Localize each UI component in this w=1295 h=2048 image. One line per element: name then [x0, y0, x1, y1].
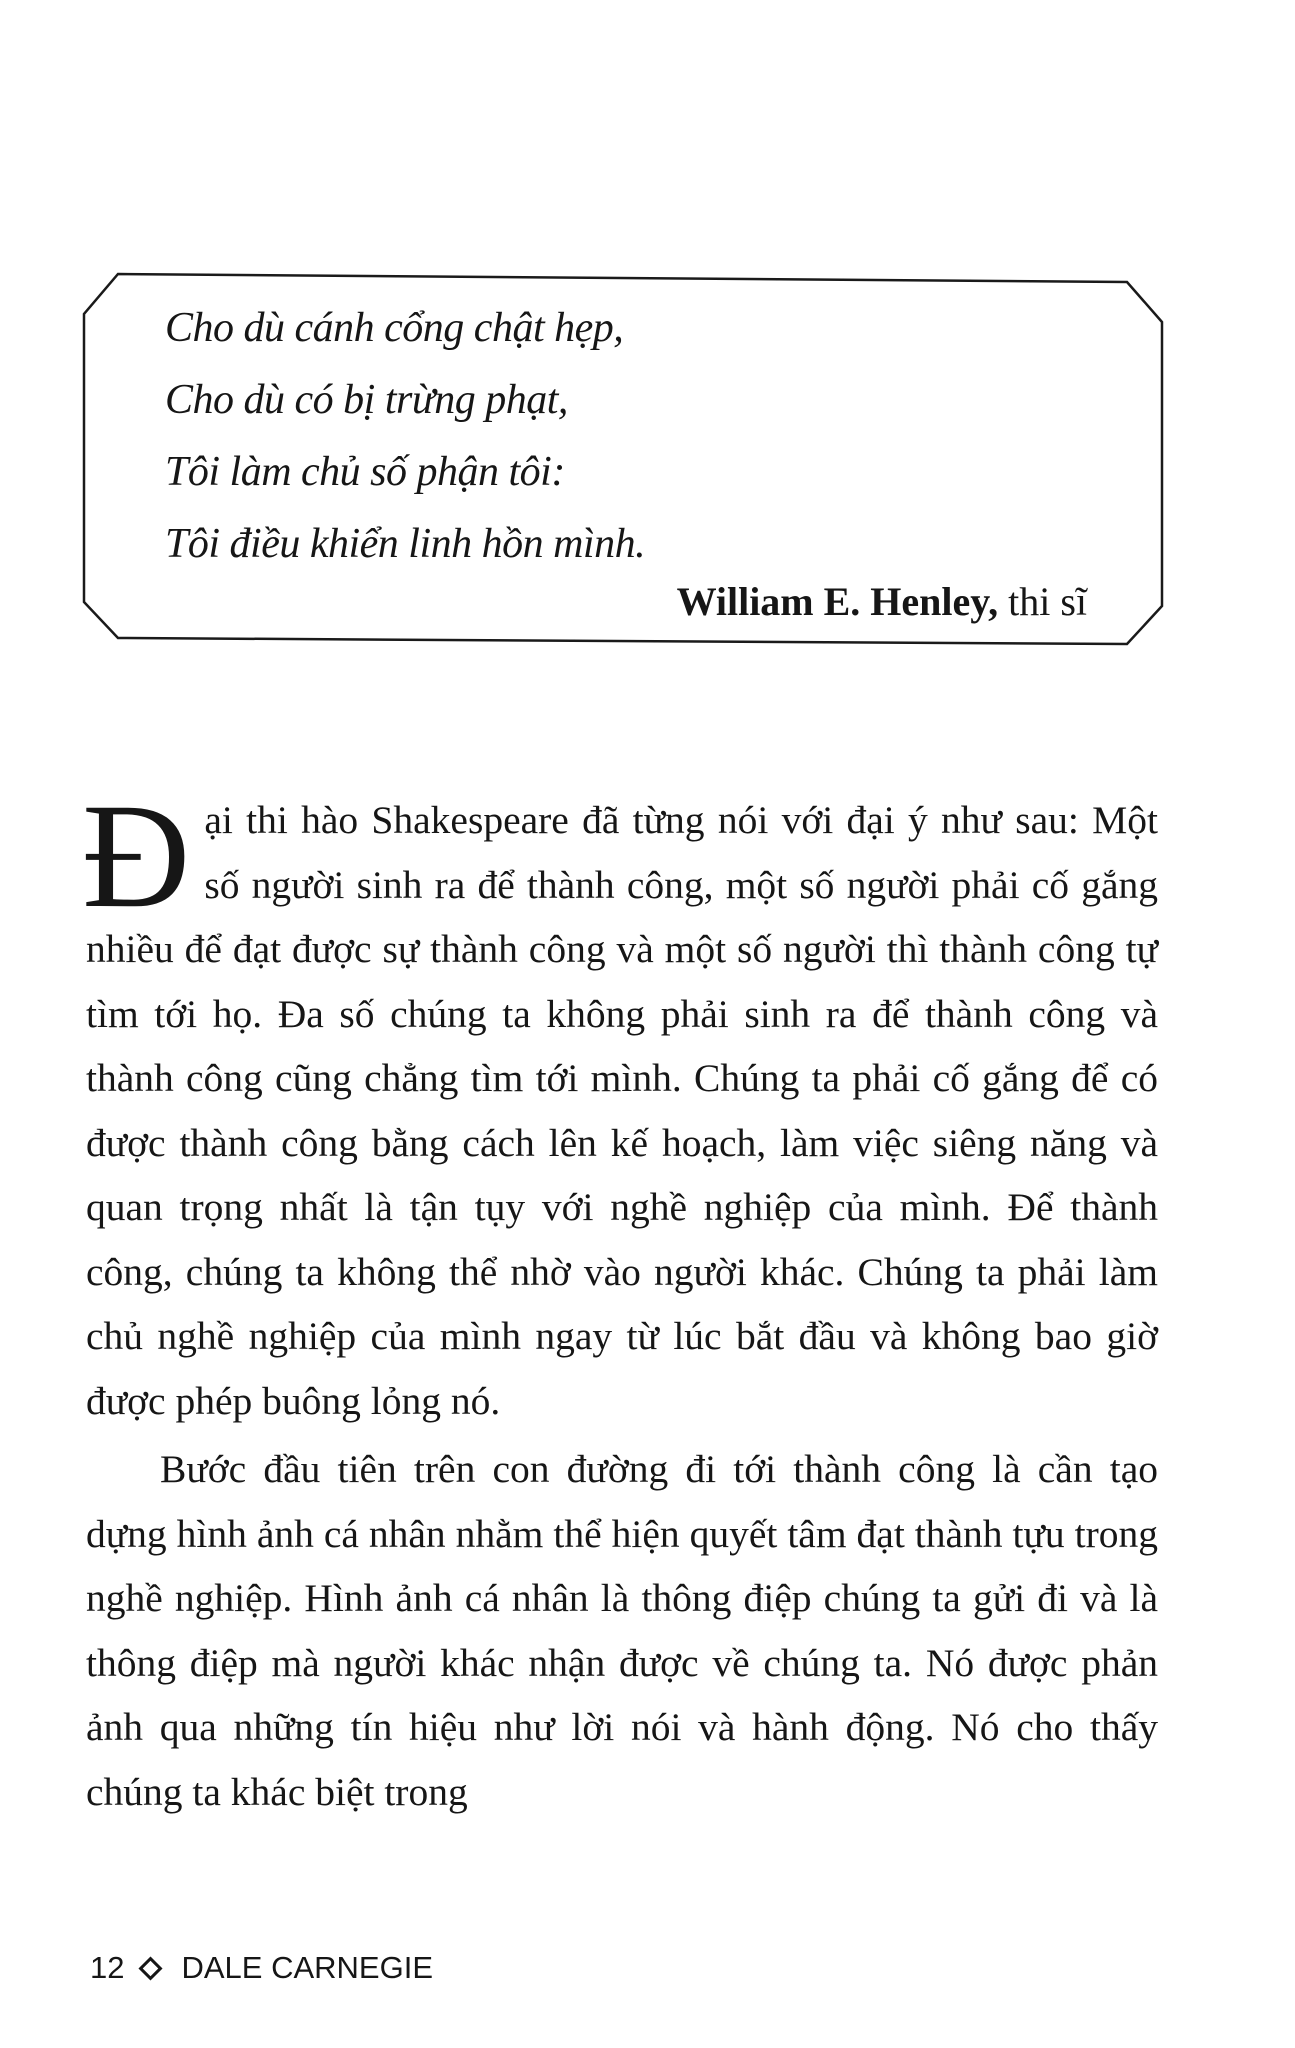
poem-line: Cho dù có bị trừng phạt,	[165, 377, 568, 423]
epigraph-author: William E. Henley,	[676, 579, 999, 624]
chapter-body	[82, 773, 1158, 1828]
poem-line: Tôi làm chủ số phận tôi:	[165, 449, 565, 495]
running-title: DALE CARNEGIE	[181, 1950, 433, 1985]
drop-cap: Đ	[82, 773, 191, 939]
page-number: 12	[90, 1950, 125, 1985]
body-paragraph: Bước đầu tiên trên con đường đi tới thành công là cần tạo dựng hình ảnh cá nhân nhằm thể hiện quyết tâm đạt thành tựu trong nghề nghiệp. Hình ảnh cá nhân là thông điệp chúng ta gửi đi và là thông điệp mà người khác nhận được về chúng ta. Nó được phản ảnh qua những tín hiệu như lời nói và hành động. Nó cho thấy chúng ta khác biệt trong	[86, 1447, 1158, 1814]
epigraph-author-role: thi sĩ	[1008, 579, 1087, 624]
epigraph-poem	[165, 292, 1065, 580]
diamond-icon	[139, 1956, 163, 1980]
paragraph-text: ại thi hào Shakespeare đã từng nói với đại ý như sau: Một số người sinh ra để thành công, một số người phải cố gắng nhiều để đạt được sự thành công và một số người thì thành công tự tìm tới họ. Đa số chúng ta không phải sinh ra để thành công và thành công cũng chẳng tìm tới mình. Chúng ta phải cố gắng để có được thành công bằng cách lên kế hoạch, làm việc siêng năng và quan trọng nhất là tận tụy với nghề nghiệp của mình. Để thành công, chúng ta không thể nhờ vào người khác. Chúng ta phải làm chủ nghề nghiệp của mình ngay từ lúc bắt đầu và không bao giờ được phép buông lỏng nó.	[86, 798, 1158, 1423]
poem-line: Cho dù cánh cổng chật hẹp,	[165, 305, 624, 351]
body-paragraph	[82, 773, 1158, 1433]
poem-line: Tôi điều khiển linh hồn mình.	[165, 521, 646, 567]
epigraph-attribution	[677, 574, 1087, 630]
page-footer	[90, 1948, 433, 1988]
